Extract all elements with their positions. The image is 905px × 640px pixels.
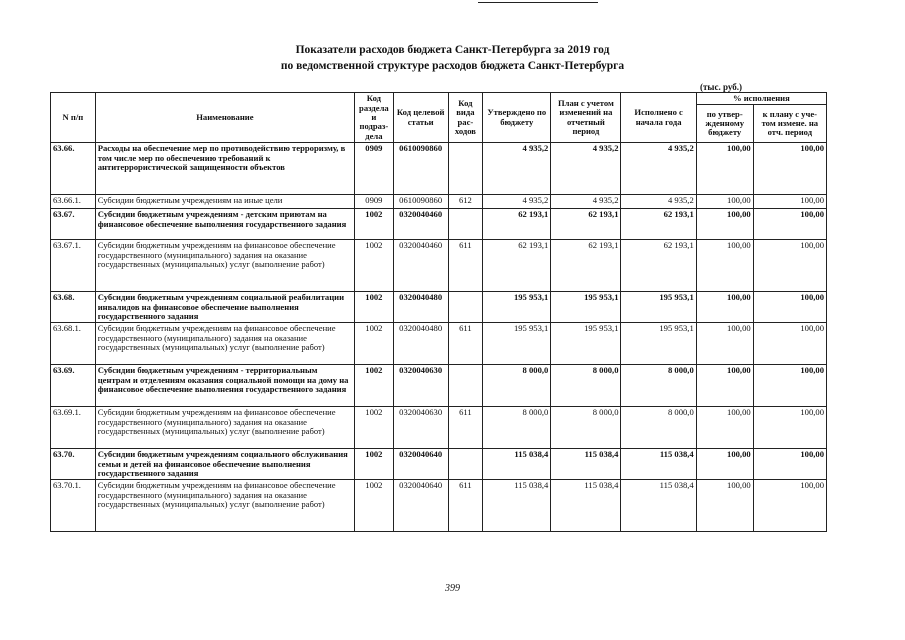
cell-pct-budget: 100,00 [696, 449, 753, 480]
cell-pct-budget: 100,00 [696, 143, 753, 195]
cell-target-code: 0320040630 [393, 365, 448, 407]
cell-approved: 115 038,4 [483, 449, 551, 480]
cell-executed: 8 000,0 [621, 365, 696, 407]
cell-section-code: 1002 [355, 407, 394, 449]
units-label: (тыс. руб.) [700, 82, 742, 92]
cell-section-code: 0909 [355, 143, 394, 195]
cell-target-code: 0610090860 [393, 195, 448, 209]
cell-approved: 115 038,4 [483, 480, 551, 532]
cell-num: 63.67. [51, 209, 96, 240]
cell-plan: 195 953,1 [551, 323, 621, 365]
table-row [51, 209, 827, 240]
cell-section-code: 1002 [355, 240, 394, 292]
cell-pct-plan: 100,00 [753, 480, 826, 532]
cell-name: Субсидии бюджетным учреждениям на финансовое обеспечение государственного (муниципального) задания на оказание государственных (муниципальных) услуг (выполнение работ) [95, 323, 354, 365]
cell-num: 63.70. [51, 449, 96, 480]
cell-approved: 8 000,0 [483, 407, 551, 449]
cell-section-code: 1002 [355, 365, 394, 407]
cell-executed: 115 038,4 [621, 449, 696, 480]
cell-kind-code [448, 143, 483, 195]
cell-num: 63.69. [51, 365, 96, 407]
cell-kind-code: 611 [448, 240, 483, 292]
cell-num: 63.66. [51, 143, 96, 195]
cell-plan: 62 193,1 [551, 240, 621, 292]
cell-approved: 62 193,1 [483, 240, 551, 292]
table-row [51, 407, 827, 449]
cell-num: 63.68.1. [51, 323, 96, 365]
cell-approved: 195 953,1 [483, 323, 551, 365]
cell-section-code: 1002 [355, 323, 394, 365]
cell-plan: 195 953,1 [551, 292, 621, 323]
cell-target-code: 0320040640 [393, 480, 448, 532]
cell-pct-plan: 100,00 [753, 365, 826, 407]
header-name: Наименование [95, 93, 354, 143]
cell-pct-budget: 100,00 [696, 407, 753, 449]
cell-kind-code [448, 365, 483, 407]
cell-section-code: 1002 [355, 480, 394, 532]
cell-pct-budget: 100,00 [696, 292, 753, 323]
cell-name: Субсидии бюджетным учреждениям на финансовое обеспечение государственного (муниципального) задания на оказание государственных (муниципальных) услуг (выполнение работ) [95, 480, 354, 532]
cell-plan: 8 000,0 [551, 407, 621, 449]
cell-kind-code [448, 292, 483, 323]
cell-kind-code: 611 [448, 480, 483, 532]
cell-pct-plan: 100,00 [753, 240, 826, 292]
cell-kind-code [448, 209, 483, 240]
header-section-code: Код раздела и подраз-дела [355, 93, 394, 143]
cell-pct-plan: 100,00 [753, 449, 826, 480]
budget-table [50, 92, 827, 532]
header-plan: План с учетом изменений на отчетный период [551, 93, 621, 143]
cell-num: 63.68. [51, 292, 96, 323]
cell-section-code: 0909 [355, 195, 394, 209]
cell-approved: 4 935,2 [483, 143, 551, 195]
header-approved: Утверждено по бюджету [483, 93, 551, 143]
cell-kind-code: 611 [448, 323, 483, 365]
top-rule [478, 2, 598, 3]
table-row [51, 323, 827, 365]
page-subtitle: по ведомственной структуре расходов бюджета Санкт-Петербурга [280, 60, 625, 72]
cell-target-code: 0320040640 [393, 449, 448, 480]
cell-pct-plan: 100,00 [753, 407, 826, 449]
cell-section-code: 1002 [355, 449, 394, 480]
cell-section-code: 1002 [355, 209, 394, 240]
cell-num: 63.67.1. [51, 240, 96, 292]
table-row [51, 365, 827, 407]
cell-name: Субсидии бюджетным учреждениям - территориальным центрам и отделениям оказания социальной помощи на дому на финансовое обеспечение выполнения государственного задания [95, 365, 354, 407]
header-executed: Исполнено с начала года [621, 93, 696, 143]
cell-plan: 8 000,0 [551, 365, 621, 407]
cell-plan: 62 193,1 [551, 209, 621, 240]
cell-plan: 4 935,2 [551, 195, 621, 209]
header-kind-code: Код вида рас-ходов [448, 93, 483, 143]
cell-pct-plan: 100,00 [753, 143, 826, 195]
cell-executed: 62 193,1 [621, 240, 696, 292]
cell-executed: 4 935,2 [621, 195, 696, 209]
cell-pct-budget: 100,00 [696, 480, 753, 532]
cell-plan: 115 038,4 [551, 449, 621, 480]
cell-pct-budget: 100,00 [696, 209, 753, 240]
cell-target-code: 0320040480 [393, 292, 448, 323]
cell-plan: 4 935,2 [551, 143, 621, 195]
cell-num: 63.70.1. [51, 480, 96, 532]
header-pct-group: % исполнения [696, 93, 826, 105]
table-row [51, 143, 827, 195]
cell-target-code: 0320040460 [393, 240, 448, 292]
table-row [51, 195, 827, 209]
cell-pct-budget: 100,00 [696, 365, 753, 407]
table-row [51, 480, 827, 532]
cell-num: 63.66.1. [51, 195, 96, 209]
header-target-code: Код целевой статьи [393, 93, 448, 143]
page-number: 399 [445, 583, 460, 594]
cell-executed: 4 935,2 [621, 143, 696, 195]
cell-target-code: 0320040460 [393, 209, 448, 240]
cell-name: Субсидии бюджетным учреждениям социального обслуживания семьи и детей на финансовое обеспечение выполнения государственного задания [95, 449, 354, 480]
cell-pct-budget: 100,00 [696, 195, 753, 209]
cell-name: Расходы на обеспечение мер по противодействию терроризму, в том числе мер по обеспечению требований к антитеррористической защищенности объектов [95, 143, 354, 195]
cell-section-code: 1002 [355, 292, 394, 323]
table-row [51, 449, 827, 480]
cell-name: Субсидии бюджетным учреждениям на иные цели [95, 195, 354, 209]
header-pct-plan: к плану с уче-том измене. на отч. период [753, 105, 826, 143]
cell-pct-budget: 100,00 [696, 323, 753, 365]
cell-approved: 62 193,1 [483, 209, 551, 240]
table-row [51, 292, 827, 323]
cell-target-code: 0610090860 [393, 143, 448, 195]
cell-name: Субсидии бюджетным учреждениям социальной реабилитации инвалидов на финансовое обеспечение выполнения государственного задания [95, 292, 354, 323]
table-row [51, 240, 827, 292]
cell-kind-code: 612 [448, 195, 483, 209]
cell-pct-plan: 100,00 [753, 195, 826, 209]
cell-num: 63.69.1. [51, 407, 96, 449]
cell-kind-code: 611 [448, 407, 483, 449]
header-num: N п/п [51, 93, 96, 143]
cell-pct-plan: 100,00 [753, 323, 826, 365]
cell-name: Субсидии бюджетным учреждениям - детским приютам на финансовое обеспечение выполнения государственного задания [95, 209, 354, 240]
cell-approved: 8 000,0 [483, 365, 551, 407]
page-title: Показатели расходов бюджета Санкт-Петербурга за 2019 год [295, 44, 610, 56]
cell-pct-plan: 100,00 [753, 209, 826, 240]
cell-target-code: 0320040480 [393, 323, 448, 365]
cell-approved: 195 953,1 [483, 292, 551, 323]
header-pct-budget: по утвер-жденному бюджету [696, 105, 753, 143]
cell-name: Субсидии бюджетным учреждениям на финансовое обеспечение государственного (муниципального) задания на оказание государственных (муниципальных) услуг (выполнение работ) [95, 407, 354, 449]
cell-executed: 8 000,0 [621, 407, 696, 449]
cell-executed: 195 953,1 [621, 292, 696, 323]
cell-kind-code [448, 449, 483, 480]
cell-target-code: 0320040630 [393, 407, 448, 449]
cell-executed: 195 953,1 [621, 323, 696, 365]
cell-approved: 4 935,2 [483, 195, 551, 209]
cell-name: Субсидии бюджетным учреждениям на финансовое обеспечение государственного (муниципального) задания на оказание государственных (муниципальных) услуг (выполнение работ) [95, 240, 354, 292]
cell-executed: 115 038,4 [621, 480, 696, 532]
cell-executed: 62 193,1 [621, 209, 696, 240]
cell-pct-plan: 100,00 [753, 292, 826, 323]
cell-pct-budget: 100,00 [696, 240, 753, 292]
cell-plan: 115 038,4 [551, 480, 621, 532]
